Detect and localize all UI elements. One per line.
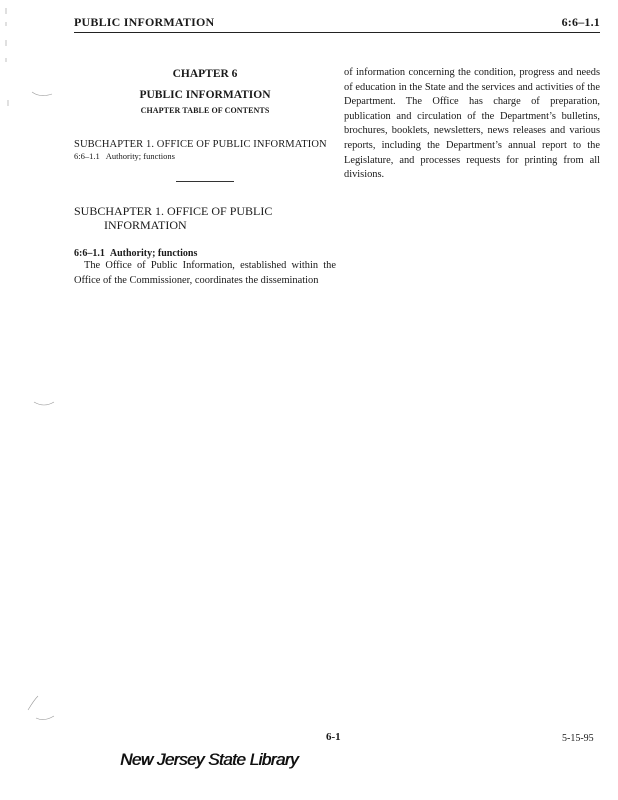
library-stamp: New Jersey State Library (120, 750, 298, 769)
subchapter-heading-line1: SUBCHAPTER 1. OFFICE OF PUBLIC (74, 204, 273, 218)
page-number: 6-1 (326, 731, 341, 743)
section-title: Authority; functions (109, 248, 198, 259)
toc-entry-label: Authority; functions (105, 151, 175, 161)
toc-entry-number: 6:6–1.1 (74, 151, 100, 161)
toc-title: CHAPTER TABLE OF CONTENTS (140, 106, 270, 115)
section-body-right: of information concerning the condition, progress and needs of education in the State and the services and activities of the Department. The Office has charge of preparation, publication and circulation of the Department’s bulletins, brochures, booklets, newsletters, news releases and various reports, including the Department’s annual report to the Legislature, and processes requests for printing from all divisions. (344, 67, 600, 181)
header-title: PUBLIC INFORMATION (74, 15, 215, 29)
header-section-number: 6:6–1.1 (561, 15, 600, 29)
section-number: 6:6–1.1 (74, 248, 105, 259)
chapter-number: CHAPTER 6 (172, 68, 238, 80)
subchapter-heading-line2: INFORMATION (104, 218, 187, 232)
section-body-left: The Office of Public Information, established within the Office of the Commissioner, coordinates the dissemination (74, 260, 336, 286)
revision-date: 5-15-95 (562, 733, 594, 744)
chapter-title: PUBLIC INFORMATION (139, 89, 271, 101)
toc-subchapter-heading: SUBCHAPTER 1. OFFICE OF PUBLIC INFORMATION (74, 139, 327, 150)
